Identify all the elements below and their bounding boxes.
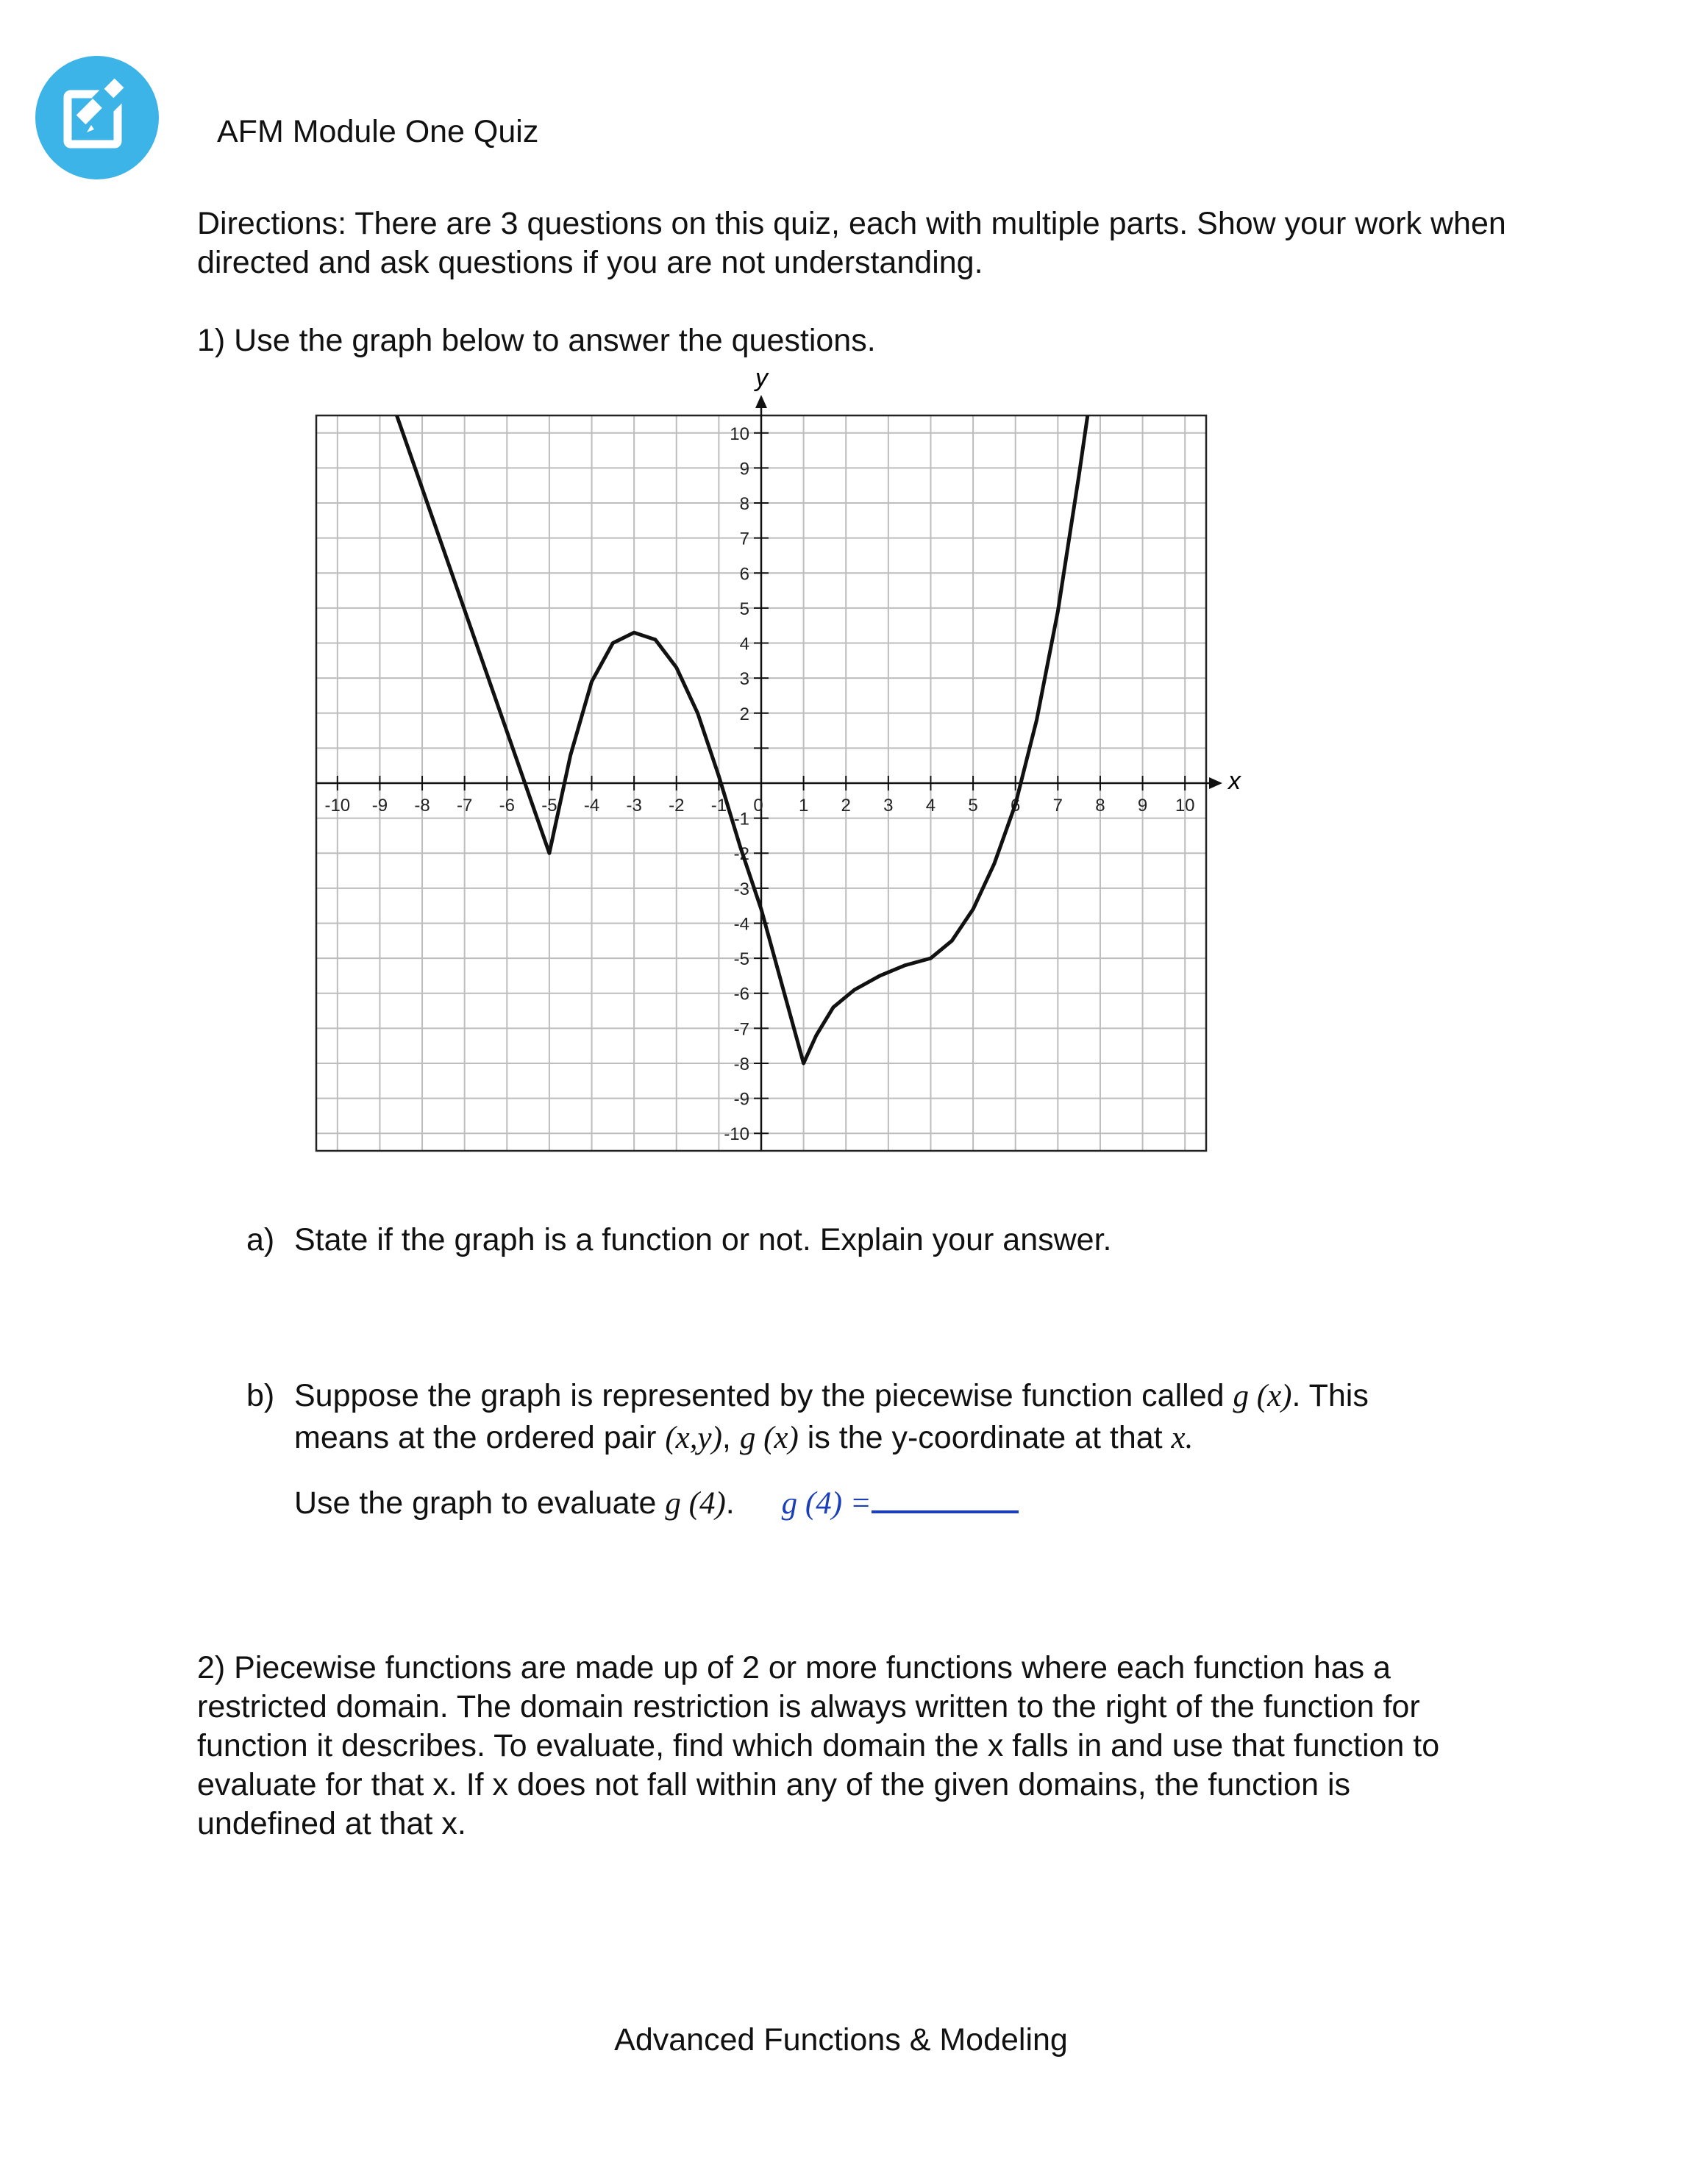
x-tick-label: 4 <box>925 796 936 816</box>
x-tick-label: 8 <box>1095 796 1105 816</box>
x-tick-label: 2 <box>841 796 851 816</box>
part-b-line1-text: Suppose the graph is represented by the piecewise function called <box>294 1378 1225 1413</box>
x-tick-label: -3 <box>626 796 642 816</box>
x-tick-label: -5 <box>541 796 557 816</box>
y-tick-label: -7 <box>733 1019 749 1040</box>
x-tick-label: -7 <box>456 796 473 816</box>
part-a-text: State if the graph is a function or not. Explain your answer. <box>294 1222 1112 1257</box>
y-tick-label: -3 <box>733 879 749 899</box>
page-title: AFM Module One Quiz <box>217 114 539 149</box>
x-axis-label: x <box>1228 767 1241 795</box>
y-tick-label: -6 <box>733 984 749 1004</box>
part-a-label: a) <box>246 1222 275 1257</box>
x-tick-label: 5 <box>968 796 978 816</box>
y-tick-label: -4 <box>733 914 749 935</box>
part-b-comma: , <box>721 1420 731 1455</box>
y-tick-label: 3 <box>739 669 749 690</box>
part-b-function-notation: g (x) <box>1233 1379 1292 1413</box>
evaluate-function-notation: g (4) <box>665 1486 726 1521</box>
x-tick-label: 0 <box>753 796 763 816</box>
x-tick-label: -10 <box>324 796 351 816</box>
part-b-label: b) <box>246 1378 275 1413</box>
y-tick-label: 2 <box>739 704 749 724</box>
edit-icon <box>35 56 159 179</box>
part-b-line1-end: . This <box>1291 1378 1369 1413</box>
ordered-pair: (x,y) <box>665 1421 722 1455</box>
evaluate-text: Use the graph to evaluate <box>294 1485 657 1521</box>
y-tick-label: -1 <box>733 809 749 829</box>
y-tick-label: 9 <box>739 459 749 479</box>
y-tick-label: 7 <box>739 529 749 549</box>
x-tick-label: -1 <box>710 796 727 816</box>
x-tick-label: 3 <box>883 796 894 816</box>
x-tick-label: 10 <box>1175 796 1195 816</box>
function-graph <box>294 364 1258 1162</box>
x-tick-label: 9 <box>1137 796 1148 816</box>
y-axis-arrow <box>755 395 767 408</box>
part-b-line2-text: means at the ordered pair <box>294 1420 657 1455</box>
answer-label: g (4) = <box>781 1486 872 1521</box>
x-tick-label: 1 <box>798 796 809 816</box>
x-tick-label: -6 <box>499 796 515 816</box>
x-tick-label: 7 <box>1052 796 1063 816</box>
y-tick-label: -2 <box>733 844 749 865</box>
part-b-function-notation-2: g (x) <box>739 1421 799 1455</box>
axes <box>316 395 1222 1151</box>
question-2-text: 2) Piecewise functions are made up of 2 or more functions where each function has a restricted domain. The domain restriction is always written to the right of the function for function it describes. To evaluate, find which domain the x falls in and use that function to evaluate for that x. If x does not fall within any of the given domains, the function is undefined at that x. <box>197 1650 1440 1841</box>
y-tick-label: 5 <box>739 599 749 619</box>
y-tick-label: -8 <box>733 1054 749 1074</box>
x-tick-label: -4 <box>583 796 600 816</box>
y-tick-label: 10 <box>730 424 749 444</box>
y-tick-label: 8 <box>739 494 749 515</box>
question-1-prompt: 1) Use the graph below to answer the questions. <box>197 323 876 358</box>
y-tick-label: 4 <box>739 634 749 654</box>
x-tick-label: -8 <box>414 796 430 816</box>
y-tick-label: -10 <box>724 1124 749 1145</box>
x-tick-label: -9 <box>371 796 388 816</box>
x-tick-label: -2 <box>669 796 685 816</box>
y-tick-label: -5 <box>733 949 749 970</box>
page-footer: Advanced Functions & Modeling <box>614 2022 1068 2058</box>
y-tick-label: -9 <box>733 1089 749 1110</box>
x-axis-arrow <box>1209 777 1222 789</box>
x-tick-label: 6 <box>1011 796 1021 816</box>
y-axis-label: y <box>755 364 768 392</box>
tick-labels <box>324 424 1194 1144</box>
y-tick-label: 6 <box>739 564 749 585</box>
part-b-line2-end: is the y-coordinate at that <box>807 1420 1163 1455</box>
answer-blank[interactable] <box>872 1482 1019 1513</box>
evaluate-dot: . <box>725 1485 735 1521</box>
directions-text: Directions: There are 3 questions on this quiz, each with multiple parts. Show your work when directed and ask questions if you are not understanding. <box>197 206 1506 280</box>
part-b-x: x. <box>1171 1421 1194 1455</box>
